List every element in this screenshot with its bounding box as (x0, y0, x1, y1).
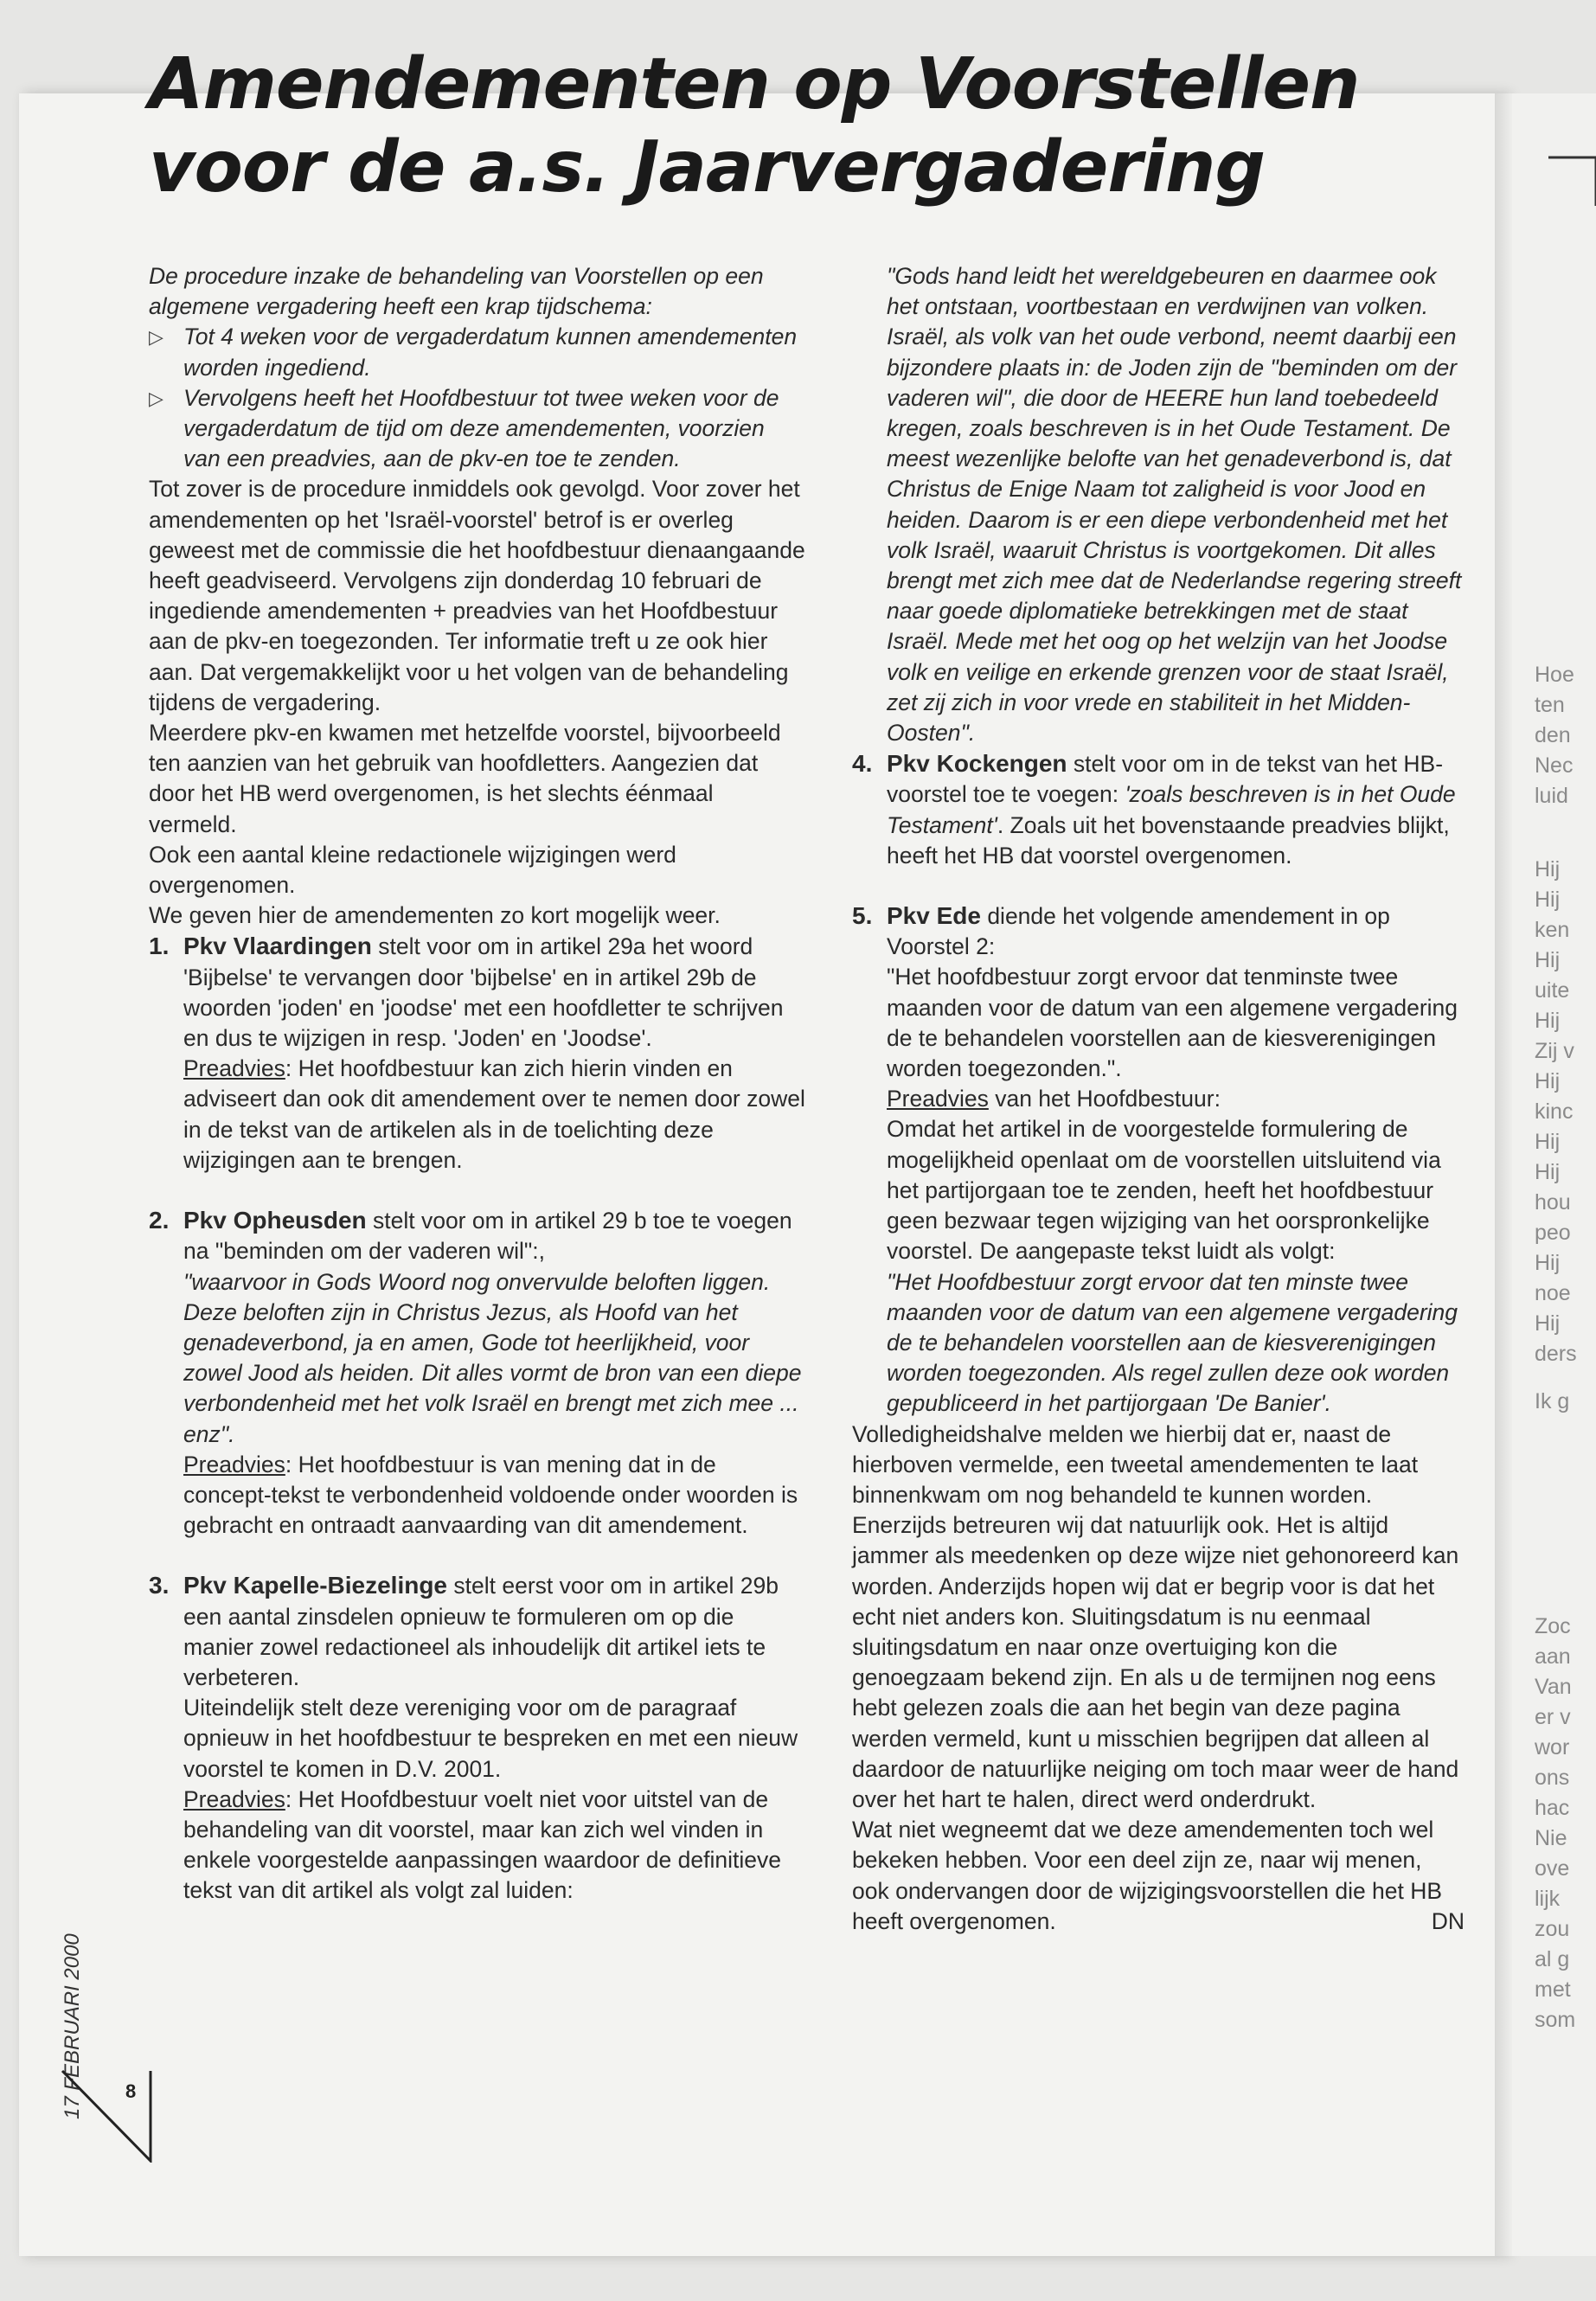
amendment-item (149, 1570, 806, 1906)
next-page-text-fragment: Hij (1535, 1130, 1561, 1154)
list-item (149, 383, 806, 475)
next-page-text-fragment: som (1535, 2008, 1576, 2032)
closing-text: Wat niet wegneemt dat we deze amendementen toch wel bekeken hebben. Voor een deel zijn ze, naar wij menen, ook ondervangen door de wijzigingsvoorstellen die het HB heeft overgenomen. (852, 1817, 1443, 1934)
next-page-text-fragment: er v (1535, 1705, 1571, 1729)
pkv-name: Pkv Ede (887, 902, 981, 930)
next-page-text-fragment: luid (1535, 784, 1568, 808)
preadvies-label: Preadvies (183, 1055, 285, 1082)
item-text: stelt voor om in de tekst van het HB-voorstel toe te voegen: (887, 751, 1444, 808)
paragraph: We geven hier de amendementen zo kort mogelijk weer. (149, 902, 721, 929)
preadvies-text: : Het hoofdbestuur is van mening dat in de concept-tekst te verbondenheid voldoende onder woorden is gebracht en ontraadt aanvaarding van dit amendement. (183, 1451, 798, 1539)
next-page-text-fragment: uite (1535, 978, 1570, 1003)
next-page-text-fragment: den (1535, 723, 1571, 747)
next-page-edge (1512, 93, 1596, 2256)
page-number-triangle (61, 2067, 156, 2163)
preadvies-head: van het Hoofdbestuur: (988, 1086, 1221, 1112)
paragraph: Meerdere pkv-en kwamen met hetzelfde voorstel, bijvoorbeeld ten aanzien van het gebruik van hoofdletters. Aangezien dat door het HB werd overgenomen, is het slechts éénmaal vermeld. (149, 720, 781, 837)
next-page-text-fragment: wor (1535, 1735, 1570, 1759)
next-page-text-fragment: Hij (1535, 1311, 1561, 1336)
item-text: stelt voor om in artikel 29a het woord 'Bijbelse' te vervangen door 'bijbelse' en in artikel 29b de woorden 'joden' en 'joodse' met een hoofdletter te schrijven en dus te wijzigen in resp. 'Joden' en 'Joodse'. (183, 933, 784, 1052)
preadvies-text: : Het Hoofdbestuur voelt niet voor uitstel van de behandeling van dit voorstel, maar kan zich wel vinden in enkele voorgestelde aanpassingen waardoor de definitieve tekst van dit artikel als volgt zal luiden: (183, 1785, 781, 1904)
next-page-text-fragment: hac (1535, 1796, 1570, 1820)
amendment-item (149, 931, 806, 1176)
item-number: 5. (852, 902, 873, 930)
item-text: stelt eerst voor om in artikel 29b een aantal zinsdelen opnieuw te formuleren om op die manier zowel redactioneel als inhoudelijk dit artikel iets te verbeteren. (183, 1573, 779, 1690)
next-page-text-fragment: Hij (1535, 1160, 1561, 1184)
preadvies-text: : Het hoofdbestuur kan zich hierin vinden en adviseert dan ook dit amendement over te nemen door zowel in de tekst van de artikelen als in de toelichting deze wijzigingen aan te brengen. (183, 1055, 805, 1173)
bullet-text: Tot 4 weken voor de vergaderdatum kunnen amendementen worden ingediend. (183, 324, 798, 381)
column-left (149, 261, 806, 1907)
preadvies-text: Omdat het artikel in de voorgestelde formulering de mogelijkheid openlaat om de voorstellen uitsluitend via het partijorgaan toe te zenden, heeft het hoofdbestuur geen bezwaar tegen wijziging van het oorspronkelijke voorstel. De aangepaste tekst luidt als volgt: (887, 1116, 1441, 1265)
next-page-text-block (1535, 660, 1574, 811)
next-page-text-fragment: ove (1535, 1856, 1570, 1881)
next-page-text-fragment: aan (1535, 1644, 1571, 1669)
next-page-text-fragment: Hij (1535, 1009, 1561, 1033)
next-page-text-block (1535, 1387, 1569, 1417)
next-page-text-fragment: Van (1535, 1675, 1572, 1699)
column-right (852, 261, 1465, 1937)
item-number: 4. (852, 750, 873, 778)
item-text-tail: . Zoals uit het bovenstaande preadvies blijkt, heeft het HB dat voorstel overgenomen. (887, 811, 1450, 868)
bullet-text: Vervolgens heeft het Hoofdbestuur tot twee weken voor de vergaderdatum de tijd om deze amendementen, voorzien van een preadvies, aan de pkv-en toe te zenden. (183, 384, 779, 472)
next-page-text-fragment: ders (1535, 1342, 1577, 1366)
item-number: 1. (149, 933, 170, 960)
page-gutter (1495, 93, 1514, 2256)
next-page-text-fragment: Hij (1535, 888, 1561, 912)
paragraph: Ook een aantal kleine redactionele wijzigingen werd overgenomen. (149, 841, 676, 899)
next-page-text-fragment: lijk (1535, 1887, 1561, 1911)
next-page-corner-triangle (1512, 154, 1596, 258)
triangle-bullet-icon: ▷ (149, 387, 163, 409)
next-page-text-fragment: ken (1535, 918, 1570, 942)
next-page-text-fragment: Hoe (1535, 663, 1574, 687)
next-page-text-fragment: Zij v (1535, 1039, 1574, 1063)
next-page-text-fragment: noe (1535, 1281, 1571, 1305)
article-quote: "Gods hand leidt het wereldgebeuren en daarmee ook het ontstaan, voortbestaan en verdwijnen van volken. Israël, als volk van het oude verbond, neemt daarbij een bijzondere plaats in: de Joden zijn de "beminden om der vaderen wil", die door de HEERE hun land toebedeeld kregen, zoals beschreven is in het Oude Testament. De meest wezenlijke belofte van het genadeverbond is, dat Christus de Enige Naam tot zaligheid is voor Jood en heiden. Daarom is er een diepe verbondenheid met het volk Israël, waaruit Christus is voortgekomen. Dit alles brengt met zich mee dat de Nederlandse regering streeft naar goede diplomatieke betrekkingen met de staat Israël. Mede met het oog op het welzijn van het Joodse volk en veilige en erkende grenzen voor de staat Israël, zet zij zich in voor vrede en stabiliteit in het Midden-Oosten". (887, 263, 1462, 747)
paragraph: Tot zover is de procedure inmiddels ook gevolgd. Voor zover het amendementen op het 'Israël-voorstel' betrof is er overleg geweest met de commissie die het hoofdbestuur dienaangaande heeft geadviseerd. Vervolgens zijn donderdag 10 februari de ingediende amendementen + preadvies van het Hoofdbestuur aan de pkv-en toegezonden. Ter informatie treft u ze ook hier aan. Dat vergemakkelijkt voor u het volgen van de behandeling tijdens de vergadering. (149, 476, 805, 715)
quote-text: "waarvoor in Gods Woord nog onvervulde beloften liggen. Deze beloften zijn in Christus Jezus, als Hoofd van het genadeverbond, ja en amen, Gode tot heerlijkheid, voor zowel Jood als heiden. Dit alles vormt de bron van een diepe verbondenheid met het volk Israël en brengt met zich mee ... enz". (183, 1268, 802, 1447)
amendment-item (852, 901, 1465, 1419)
next-page-text-fragment: Hij (1535, 857, 1561, 881)
amendment-item (852, 748, 1465, 871)
intro-text: De procedure inzake de behandeling van Voorstellen op een algemene vergadering heeft een krap tijdschema: (149, 263, 764, 320)
page-number: 8 (125, 2080, 137, 2102)
next-page-text-fragment: met (1535, 1977, 1571, 2002)
paragraph (852, 1815, 1465, 1937)
next-page-text-fragment: ons (1535, 1766, 1570, 1790)
preadvies-label: Preadvies (887, 1086, 989, 1112)
issue-date-text: 17 FEBRUARI 2000 (61, 1933, 84, 2119)
pkv-name: Pkv Kockengen (887, 750, 1067, 778)
triangle-bullet-icon: ▷ (149, 326, 163, 349)
next-page-text-block (1535, 855, 1577, 1369)
item-emphasis: 'zoals beschreven is in het Oude Testament' (887, 781, 1456, 838)
item-number: 3. (149, 1572, 170, 1599)
title-line-2: voor de a.s. Jaarvergadering (149, 126, 1266, 208)
next-page-text-fragment: hou (1535, 1190, 1571, 1215)
preadvies-label: Preadvies (183, 1785, 285, 1812)
next-page-text-fragment: peo (1535, 1221, 1571, 1245)
article-title (149, 43, 1359, 209)
next-page-text-fragment: Hij (1535, 948, 1561, 972)
quote-text: "Het Hoofdbestuur zorgt ervoor dat ten minste twee maanden voor de datum van een algemene vergadering de te behandelen voorstellen aan de kiesverenigingen worden toegezonden. Als regel zullen deze ook worden gepubliceerd in het partijorgaan 'De Banier'. (887, 1268, 1458, 1417)
next-page-text-fragment: zou (1535, 1917, 1570, 1941)
item-text: stelt voor om in artikel 29 b toe te voegen na "beminden om der vaderen wil":, (183, 1208, 792, 1265)
amendment-item (149, 1205, 806, 1541)
list-item (149, 322, 806, 382)
title-line-1: Amendementen op Voorstellen (149, 43, 1360, 125)
next-page-text-fragment: Nie (1535, 1826, 1567, 1850)
quote-text: "Het hoofdbestuur zorgt ervoor dat tenminste twee maanden voor de datum van een algemene vergadering de te behandelen voorstellen aan de kiesverenigingen worden toegezonden.". (887, 964, 1458, 1082)
next-page-text-fragment: Hij (1535, 1069, 1561, 1093)
paragraph: Enerzijds betreuren wij dat natuurlijk ook. Het is altijd jammer als meedenken op deze wijze niet gehonoreerd kan worden. Anderzijds hopen wij dat er begrip voor is dat het echt niet anders kon. Sluitingsdatum is nu eenmaal sluitingsdatum en naar onze overtuiging kon die genoegzaam bekend zijn. En als u de termijnen nog eens hebt gelezen zoals die aan het begin van deze pagina werden vermeld, kunt u misschien begrijpen dat alleen al daardoor de natuurlijke neiging om toch maar weer de hand over het hart te halen, direct werd onderdrukt. (852, 1512, 1459, 1812)
preadvies-label: Preadvies (183, 1451, 285, 1477)
next-page-text-block (1535, 1612, 1575, 2035)
paragraph: Volledigheidshalve melden we hierbij dat er, naast de hierboven vermelde, een tweetal amendementen te laat binnenkwam om nog behandeld te kunnen worden. (852, 1420, 1419, 1508)
author-signature: DN (1431, 1907, 1465, 1934)
next-page-text-fragment: ten (1535, 693, 1565, 717)
pkv-name: Pkv Vlaardingen (183, 933, 372, 960)
next-page-text-fragment: kinc (1535, 1099, 1574, 1124)
item-number: 2. (149, 1207, 170, 1234)
pkv-name: Pkv Kapelle-Biezelinge (183, 1572, 448, 1599)
next-page-text-fragment: Ik g (1535, 1389, 1570, 1413)
next-page-text-fragment: Hij (1535, 1251, 1561, 1275)
pkv-name: Pkv Opheusden (183, 1207, 367, 1234)
item-text: diende het volgende amendement in op Voorstel 2: (887, 903, 1390, 960)
item-extra-text: Uiteindelijk stelt deze vereniging voor om de paragraaf opnieuw in het hoofdbestuur te bespreken en met een nieuw voorstel te komen in D.V. 2001. (183, 1695, 798, 1782)
next-page-text-fragment: al g (1535, 1947, 1570, 1971)
next-page-text-fragment: Zoc (1535, 1614, 1571, 1638)
next-page-text-fragment: Nec (1535, 753, 1574, 778)
